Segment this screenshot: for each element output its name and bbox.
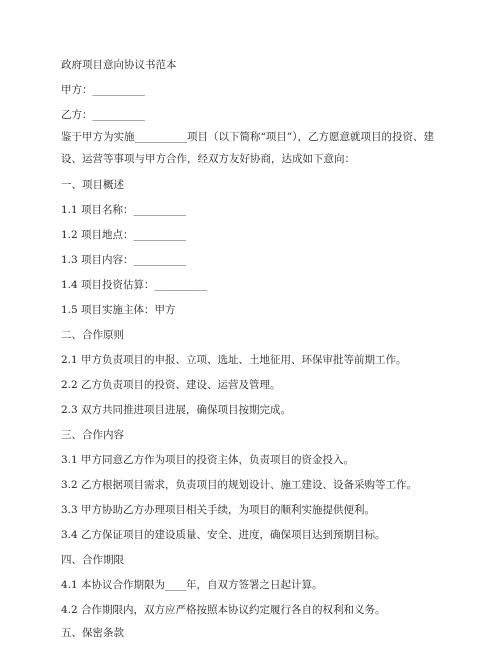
- section-1-item: 1.5 项目实施主体：甲方: [61, 304, 176, 316]
- section-3-item: 3.4 乙方保证项目的建设质量、安全、进度，确保项目达到预期目标。: [61, 529, 386, 541]
- section-1-item: 1.4 项目投资估算：__________: [61, 279, 208, 291]
- section-3-heading: 三、合作内容: [61, 429, 124, 441]
- section-2-item: 2.3 双方共同推进项目进展，确保项目按期完成。: [61, 404, 292, 416]
- section-2-heading: 二、合作原则: [61, 329, 124, 341]
- party-a-line: 甲方：__________: [61, 84, 145, 96]
- party-b-line: 乙方：__________: [61, 109, 145, 121]
- section-3-item: 3.3 甲方协助乙方办理项目相关手续，为项目的顺利实施提供便利。: [61, 504, 376, 516]
- section-4-item: 4.2 合作期限内，双方应严格按照本协议约定履行各自的权利和义务。: [61, 604, 386, 616]
- document-title: 政府项目意向协议书范本: [61, 59, 177, 71]
- section-2-item: 2.2 乙方负责项目的投资、建设、运营及管理。: [61, 379, 281, 391]
- section-4-heading: 四、合作期限: [61, 554, 124, 566]
- section-5-heading: 五、保密条款: [61, 627, 124, 639]
- section-1-item: 1.3 项目内容：__________: [61, 254, 187, 266]
- section-2-item: 2.1 甲方负责项目的申报、立项、选址、土地征用、环保审批等前期工作。: [61, 354, 407, 366]
- section-1-item: 1.1 项目名称：__________: [61, 204, 187, 216]
- intro-paragraph: 鉴于甲方为实施__________项目（以下简称“项目”），乙方愿意就项目的投资、建设、运营等事项与甲方合作，经双方友好协商，达成如下意向：: [61, 131, 434, 165]
- section-3-item: 3.1 甲方同意乙方作为项目的投资主体，负责项目的资金投入。: [61, 454, 355, 466]
- section-1-heading: 一、项目概述: [61, 179, 124, 191]
- section-3-item: 3.2 乙方根据项目需求，负责项目的规划设计、施工建设、设备采购等工作。: [61, 479, 418, 491]
- section-4-item: 4.1 本协议合作期限为____年，自双方签署之日起计算。: [61, 579, 323, 591]
- section-1-item: 1.2 项目地点：__________: [61, 229, 187, 241]
